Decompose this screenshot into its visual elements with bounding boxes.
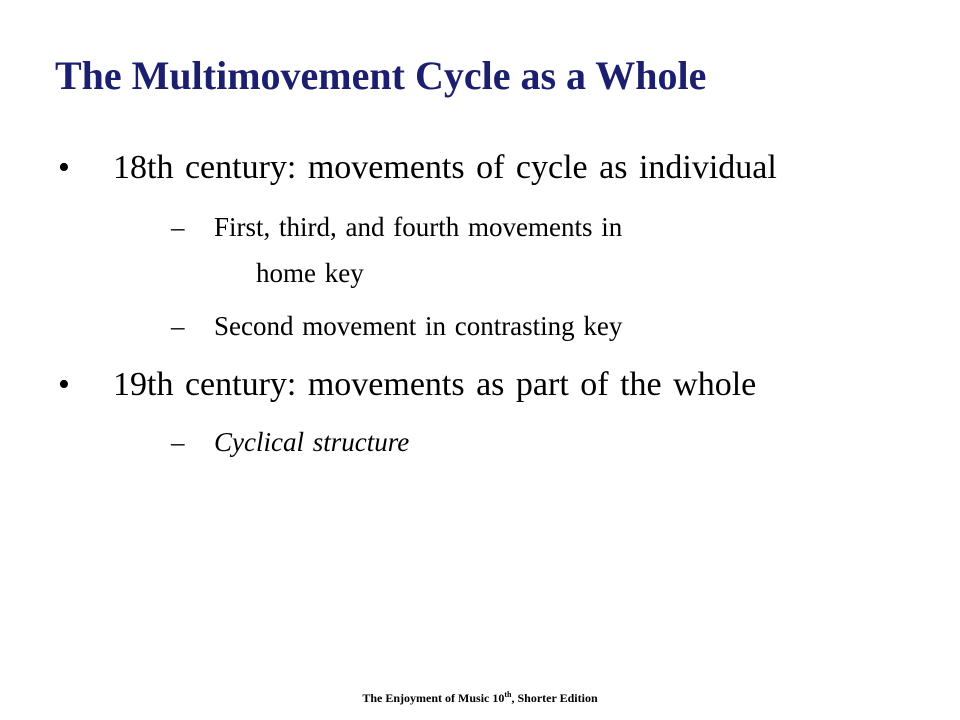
footer-edition: , Shorter Edition	[511, 691, 598, 705]
sub-item-marker: –	[171, 311, 185, 341]
sub-item-text-continued: home key	[256, 258, 364, 288]
bullet-text: 19th century: movements as part of the whole	[113, 366, 757, 403]
sub-item-text: Second movement in contrasting key	[214, 311, 623, 341]
sub-item-marker: –	[171, 427, 185, 457]
bullet-text: 18th century: movements of cycle as individual	[113, 149, 777, 186]
sub-item-text: First, third, and fourth movements in	[214, 212, 623, 242]
bullet-marker: •	[58, 149, 70, 186]
slide-footer	[0, 690, 960, 706]
footer-title: The Enjoyment of Music 10	[362, 691, 505, 705]
bullet-marker: •	[58, 366, 70, 403]
footer-superscript: th	[504, 690, 512, 699]
slide-title: The Multimovement Cycle as a Whole	[55, 53, 707, 98]
sub-item-marker: –	[171, 212, 185, 242]
sub-item-text: Cyclical structure	[214, 427, 410, 457]
